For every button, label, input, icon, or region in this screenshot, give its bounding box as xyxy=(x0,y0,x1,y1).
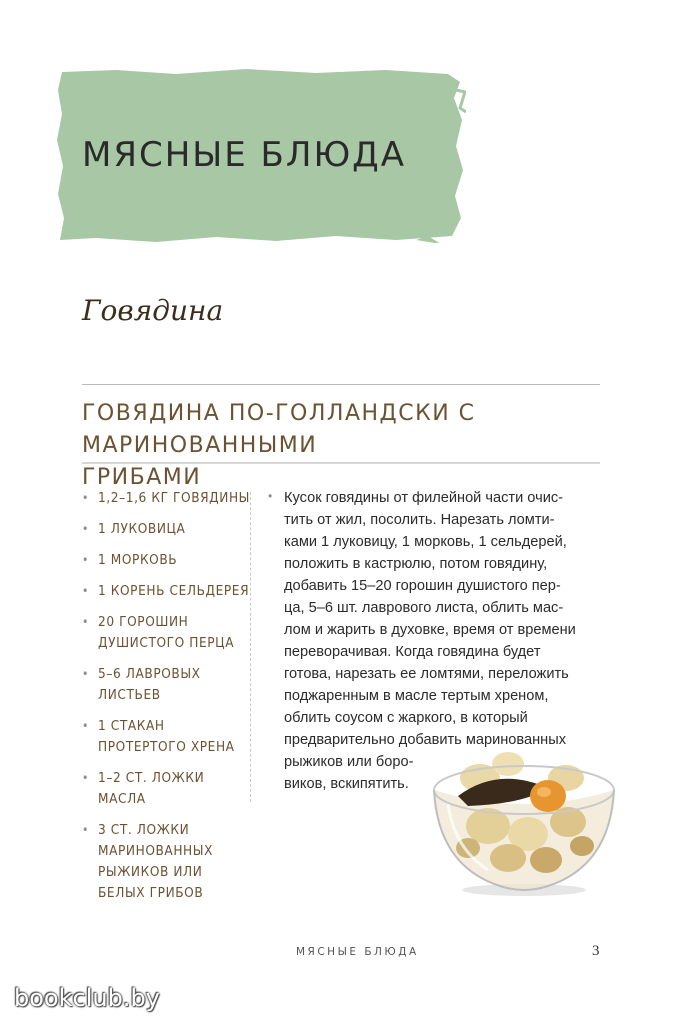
ingredient-item: • 5–6 ЛАВРОВЫХ ЛИСТЬЕВ xyxy=(82,664,218,706)
ingredient-item: • 3 СТ. ЛОЖКИ МАРИНОВАННЫХ РЫЖИКОВ ИЛИ БЕЛЫХ ГРИБОВ xyxy=(82,820,248,904)
ingredient-item: • 20 ГОРОШИН ДУШИСТОГО ПЕРЦА xyxy=(82,612,238,654)
ingredient-item: • 1–2 СТ. ЛОЖКИ МАСЛА xyxy=(82,768,218,810)
ingredient-item: • 1 МОРКОВЬ xyxy=(82,550,252,571)
recipe-title-line: ГРИБАМИ xyxy=(82,465,202,490)
ingredient-item: • 1,2–1,6 КГ ГОВЯДИНЫ xyxy=(82,488,252,509)
method-line: облить соусом с жаркого, в который xyxy=(284,710,528,726)
recipe-title xyxy=(82,398,602,494)
method-line: готова, нарезать ее ломтями, переложить xyxy=(284,666,569,682)
method-line: лом и жарить в духовке, время от времени xyxy=(284,622,576,638)
column-divider xyxy=(250,492,251,802)
method-line: предварительно добавить маринованных xyxy=(284,732,567,748)
title-rule-top xyxy=(82,384,600,385)
bullet-icon: • xyxy=(268,489,273,503)
method-line: ца, 5–6 шт. лаврового листа, облить мас- xyxy=(284,600,564,616)
method-line: поджаренным в масле тертым хреном, xyxy=(284,688,549,704)
running-footer-title: МЯСНЫЕ БЛЮДА xyxy=(296,946,419,958)
watermark-text: bookclub.by xyxy=(14,984,160,1012)
method-line: Кусок говядины от филейной части очис- xyxy=(284,490,564,506)
page-number: 3 xyxy=(592,943,600,959)
method-line: рыжиков или боро- xyxy=(284,754,414,770)
section-title: МЯСНЫЕ БЛЮДА xyxy=(82,134,406,175)
ingredient-item: • 1 СТАКАН ПРОТЕРТОГО ХРЕНА xyxy=(82,716,248,758)
ingredient-item: • 1 КОРЕНЬ СЕЛЬДЕРЕЯ xyxy=(82,581,252,602)
method-line: виков, вскипятить. xyxy=(284,776,409,792)
method-line: тить от жил, посолить. Нарезать ломти- xyxy=(284,512,555,528)
ingredient-item: • 1 ЛУКОВИЦА xyxy=(82,519,252,540)
title-rule-bottom xyxy=(82,462,600,464)
method-line: переворачивая. Когда говядина будет xyxy=(284,644,541,660)
recipe-title-line: ГОВЯДИНА ПО-ГОЛЛАНДСКИ С МАРИНОВАННЫМИ xyxy=(82,401,476,458)
category-heading: Говядина xyxy=(82,294,224,327)
ingredients-list xyxy=(82,488,252,914)
method-line: добавить 15–20 горошин душистого пер- xyxy=(284,578,561,594)
method-line: положить в кастрюлю, потом говядину, xyxy=(284,556,548,572)
mushroom-bowl-image xyxy=(428,748,620,898)
method-line: ками 1 луковицу, 1 морковь, 1 сельдерей, xyxy=(284,534,567,550)
